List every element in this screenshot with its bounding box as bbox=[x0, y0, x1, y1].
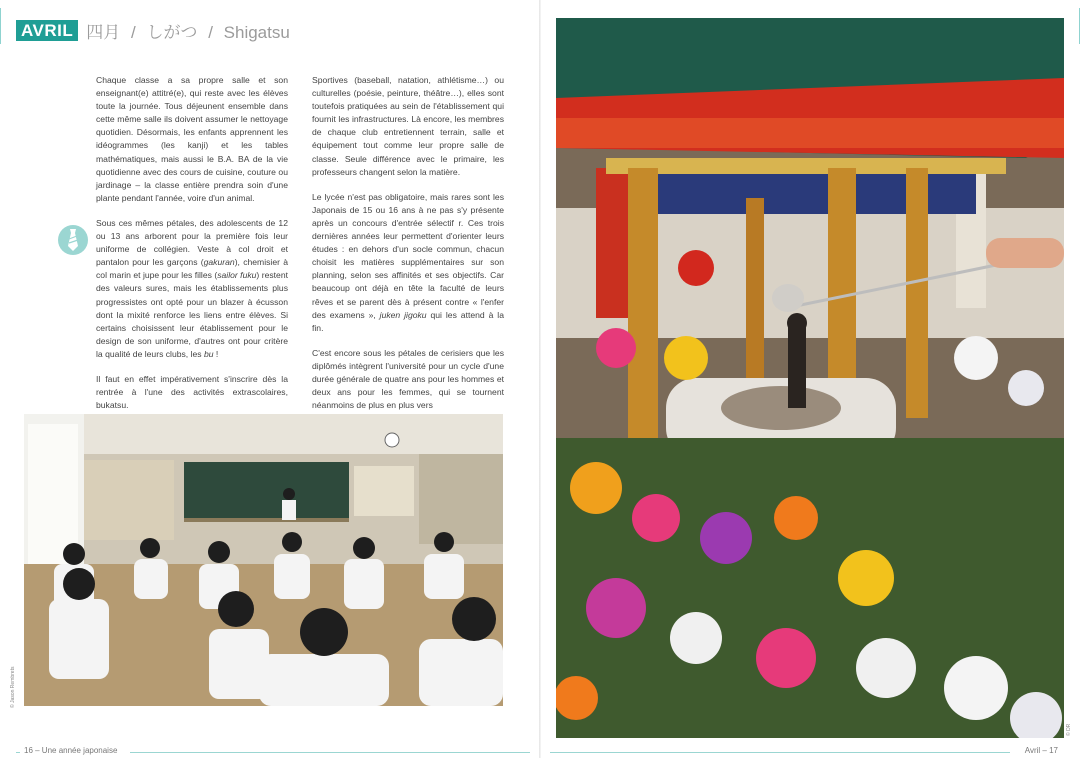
paragraph: Sous ces mêmes pétales, des adolescents de 12 ou 13 ans arborent pour la première fois leur uniforme de collégien. Veste à col droit et pantalon pour les garçons (gakuran), chemisier à col marin et jupe pour les filles (sailor fuku) restent des valeurs sures, mais les établissements plus progressistes ont opté pour un blazer à écusson dont la mixité renforce les liens entre élèves. Si certains choisissent leur établissement pour le design de son uniforme, d'autres ont pour critère la qualité de leurs clubs, les bu ! bbox=[96, 217, 288, 359]
paragraph: Chaque classe a sa propre salle et son enseignant(e) attitré(e), qui reste avec les élèves toute la journée. Tous déjeunent ensemble dans cette même salle ils doivent assumer le nettoyage quotidien. Désormais, les enfants apprennent les idéogrammes (les kanji) et les tables mathématiques, mais aussi le B.A. BA de la vie quotidienne avec des cours de cuisine, couture ou jardinage – la classe entière prendra soin d'une plante pendant l'année, voire d'un animal. bbox=[96, 75, 288, 203]
paragraph: Le lycée n'est pas obligatoire, mais rares sont les Japonais de 15 ou 16 ans à ne pas s'y présente après un concours d'entrée sélectif r. Ces trois dernières années leur permettent d'orienter leurs études : en dehors d'un socle commun, chacun choisit les matières supplémentaires sur son planning, selon ses affinités et ses objectifs. Car beaucoup ont déjà en tête la faculté de leurs rêves et se parent dès à présent contre « l'enfer des examens », juken jigoku qui les attend à la fin. bbox=[312, 191, 504, 333]
month-romaji: Shigatsu bbox=[223, 23, 290, 42]
corner-mark bbox=[0, 8, 1, 44]
page-footer-left: 16 – Une année japonaise bbox=[24, 746, 118, 755]
page-footer-right: Avril – 17 bbox=[1024, 746, 1058, 755]
separator: / bbox=[208, 23, 213, 42]
separator: / bbox=[130, 23, 136, 42]
text-column-1 bbox=[96, 74, 288, 424]
paragraph: Sportives (baseball, natation, athlétisme…) ou culturelles (poésie, peinture, théâtre…), elles sont toutefois pratiquées au sein de l'établissement qui fournit les infrastructures. Là encore, les membres de chaque club entretiennent terrain, salle et équipement tout comme leur propre salle de classe. Seule différence avec le primaire, les professeurs changent selon la matière. bbox=[312, 75, 504, 177]
footer-rule bbox=[130, 752, 530, 753]
photo-credit: © DR bbox=[1066, 723, 1072, 736]
right-page bbox=[540, 0, 1080, 758]
photo-credit: © Jason Rembrets bbox=[10, 666, 16, 708]
footer-rule bbox=[16, 752, 20, 753]
month-subtitle bbox=[86, 18, 290, 43]
footer-rule bbox=[550, 752, 1010, 753]
chapter-header bbox=[16, 18, 290, 43]
month-kanji: 四月 bbox=[86, 23, 121, 42]
paragraph: C'est encore sous les pétales de cerisiers que les diplômés intègrent l'université pour un cycle d'une durée générale de quatre ans pour les hommes et deux ans pour les femmes, qui se tournent néanmoins de plus en plus vers bbox=[312, 347, 504, 411]
shrine-photo bbox=[556, 18, 1064, 738]
text-column-2 bbox=[312, 74, 504, 424]
tie-icon bbox=[58, 225, 88, 255]
month-tag: AVRIL bbox=[16, 20, 78, 41]
paragraph: Il faut en effet impérativement s'inscrire dès la rentrée à l'une des activités extrascolaires, bukatsu. bbox=[96, 373, 288, 411]
month-kana: しがつ bbox=[146, 23, 198, 42]
classroom-photo bbox=[24, 414, 503, 706]
